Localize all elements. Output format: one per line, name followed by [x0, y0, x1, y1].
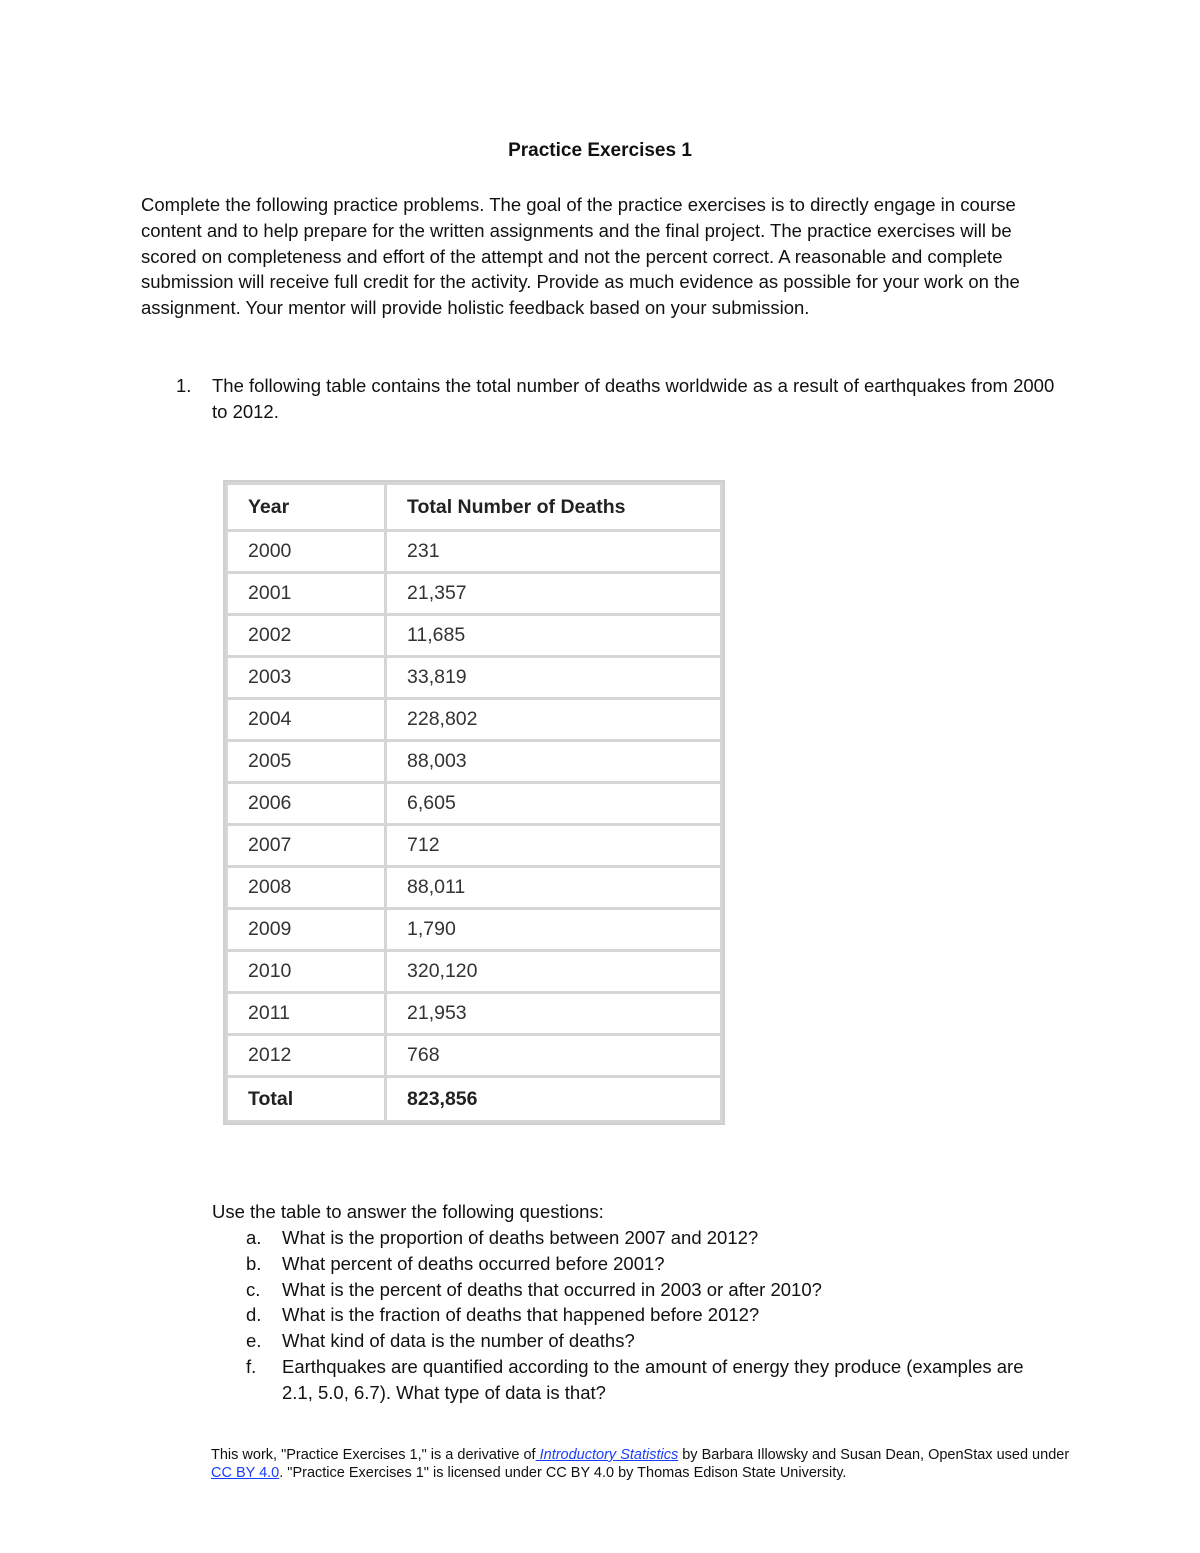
- table-row: [228, 994, 720, 1033]
- cell-year: 2001: [228, 574, 384, 613]
- attribution-footer: [211, 1446, 1091, 1482]
- cell-deaths: 6,605: [387, 784, 720, 823]
- list-item: [212, 1225, 1062, 1251]
- sub-question-list: [212, 1225, 1062, 1406]
- list-item-text: What is the proportion of deaths between 2007 and 2012?: [282, 1227, 759, 1248]
- table-row: [228, 742, 720, 781]
- cell-deaths: 228,802: [387, 700, 720, 739]
- cell-deaths: 231: [387, 532, 720, 571]
- list-item: [212, 1328, 1062, 1354]
- footer-text: . "Practice Exercises 1" is licensed under CC BY 4.0 by Thomas Edison State University.: [279, 1465, 847, 1481]
- cell-deaths: 88,011: [387, 868, 720, 907]
- cell-year: 2009: [228, 910, 384, 949]
- list-marker: d.: [246, 1304, 262, 1326]
- list-item-text: What percent of deaths occurred before 2001?: [282, 1252, 665, 1274]
- table-header-row: [228, 485, 720, 529]
- list-item: [212, 1251, 1062, 1277]
- list-marker: b.: [246, 1252, 262, 1274]
- table-row: [228, 952, 720, 991]
- cell-year: 2007: [228, 826, 384, 865]
- list-item-text: Earthquakes are quantified according to the amount of energy they produce (examples are 2.1, 5.0, 6.7). What type of data is that?: [282, 1355, 1024, 1403]
- list-item-text: What kind of data is the number of deaths?: [282, 1330, 635, 1352]
- cell-deaths: 712: [387, 826, 720, 865]
- header-year: Year: [228, 485, 384, 529]
- cc-by-license-link[interactable]: CC BY 4.0: [211, 1465, 280, 1481]
- cell-deaths: 1,790: [387, 910, 720, 949]
- list-marker: e.: [246, 1330, 262, 1352]
- instructions-text: Use the table to answer the following questions:: [212, 1201, 604, 1222]
- table-row: [228, 616, 720, 655]
- cell-year: 2011: [228, 994, 384, 1033]
- cell-year: 2002: [228, 616, 384, 655]
- table-row: [228, 1036, 720, 1075]
- list-item-text: What is the fraction of deaths that happened before 2012?: [282, 1304, 760, 1326]
- list-marker: a.: [246, 1227, 262, 1248]
- list-marker: f.: [246, 1355, 257, 1377]
- table-row: [228, 826, 720, 865]
- table-row: [228, 868, 720, 907]
- cell-deaths: 33,819: [387, 658, 720, 697]
- cell-year: 2005: [228, 742, 384, 781]
- earthquake-deaths-table: [223, 480, 725, 1125]
- footer-text: by Barbara Illowsky and Susan Dean, OpenStax used under: [678, 1447, 1070, 1463]
- list-item-text: What is the percent of deaths that occurred in 2003 or after 2010?: [282, 1278, 822, 1300]
- total-value: 823,856: [387, 1078, 720, 1120]
- introductory-statistics-link[interactable]: Introductory Statistics: [535, 1447, 679, 1463]
- table-row: [228, 574, 720, 613]
- list-item: [212, 1277, 1062, 1303]
- cell-year: 2010: [228, 952, 384, 991]
- table-total-row: [228, 1078, 720, 1120]
- cell-year: 2006: [228, 784, 384, 823]
- table-row: [228, 658, 720, 697]
- cell-deaths: 21,357: [387, 574, 720, 613]
- header-deaths: Total Number of Deaths: [387, 485, 720, 529]
- cell-deaths: 21,953: [387, 994, 720, 1033]
- cell-deaths: 88,003: [387, 742, 720, 781]
- cell-deaths: 320,120: [387, 952, 720, 991]
- cell-year: 2003: [228, 658, 384, 697]
- question-text: The following table contains the total number of deaths worldwide as a result of earthquakes from 2000 to 2012.: [212, 375, 1055, 422]
- cell-year: 2008: [228, 868, 384, 907]
- total-label: Total: [228, 1078, 384, 1120]
- table-row: [228, 532, 720, 571]
- list-item: [212, 1302, 1062, 1328]
- table-row: [228, 910, 720, 949]
- page-title: Practice Exercises 1: [508, 140, 692, 161]
- cell-deaths: 11,685: [387, 616, 720, 655]
- question-number: 1.: [176, 375, 192, 396]
- table-row: [228, 784, 720, 823]
- table-row: [228, 700, 720, 739]
- cell-year: 2000: [228, 532, 384, 571]
- intro-paragraph: Complete the following practice problems. The goal of the practice exercises is to directly engage in course content and to help prepare for the written assignments and the final project. The practice exercises will be scored on completeness and effort of the attempt and not the percent correct. A reasonable and complete submission will receive full credit for the activity. Provide as much evidence as possible for your work on the assignment. Your mentor will provide holistic feedback based on your submission.: [141, 194, 1020, 319]
- cell-year: 2004: [228, 700, 384, 739]
- list-item: [212, 1354, 1062, 1406]
- cell-deaths: 768: [387, 1036, 720, 1075]
- cell-year: 2012: [228, 1036, 384, 1075]
- footer-text: This work, "Practice Exercises 1," is a derivative of: [211, 1447, 536, 1463]
- list-marker: c.: [246, 1278, 261, 1300]
